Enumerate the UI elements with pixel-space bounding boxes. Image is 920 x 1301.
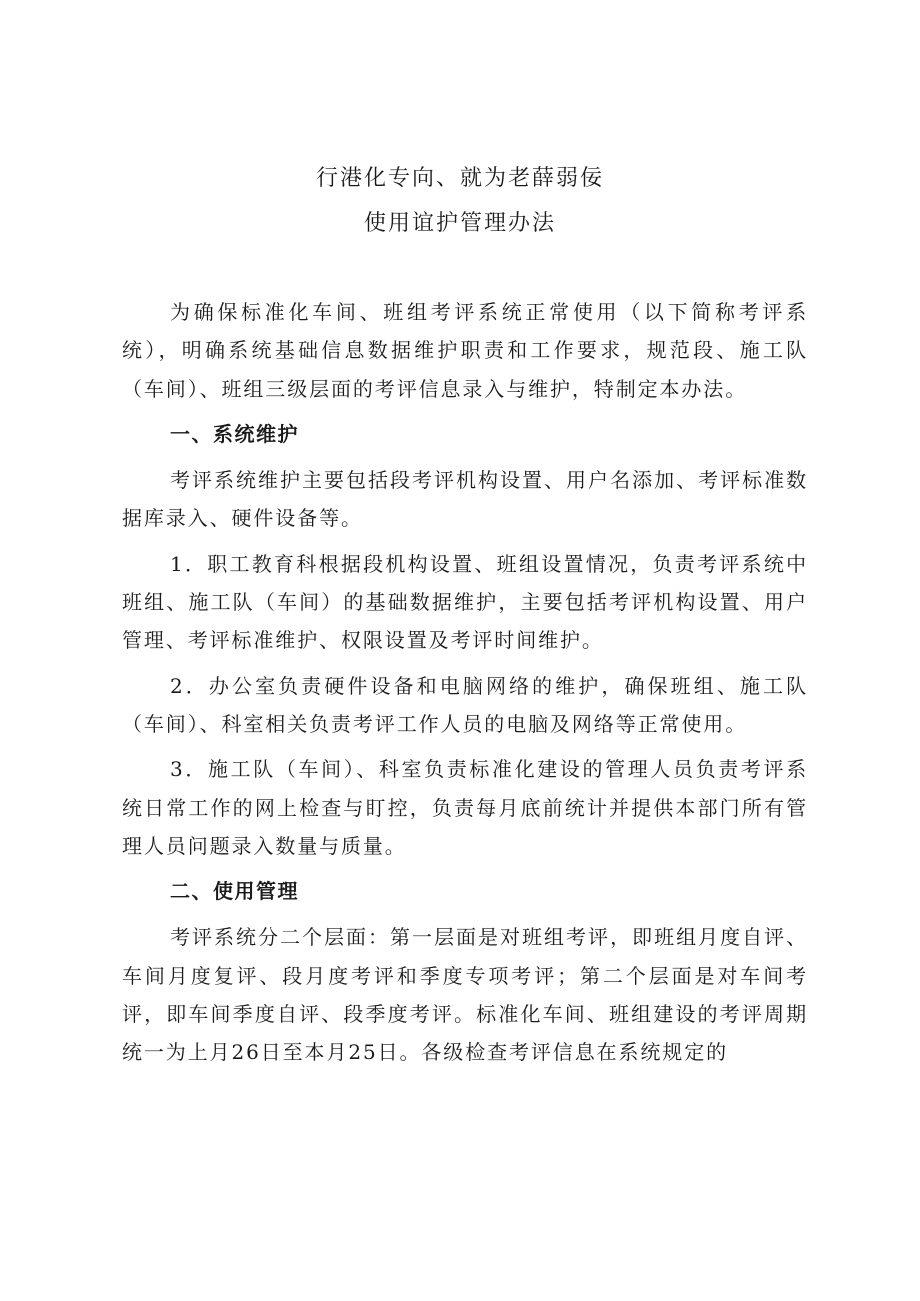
section-1-heading: 一、系统维护: [170, 421, 299, 446]
section-1-item-3: 3．施工队（车间）、科室负责标准化建设的管理人员负责考评系统日常工作的网上检查与盯控，负责每月底前统计并提供本部门所有管理人员问题录入数量与质量。: [122, 757, 808, 858]
section-1-item-1: 1．职工教育科根据段机构设置、班组设置情况，负责考评系统中班组、施工队（车间）的基础数据维护，主要包括考评机构设置、用户管理、考评标准维护、权限设置及考评时间维护。: [122, 551, 808, 653]
section-1-summary: 考评系统维护主要包括段考评机构设置、用户名添加、考评标准数据库录入、硬件设备等。: [122, 468, 808, 531]
section-2-heading: 二、使用管理: [170, 879, 299, 904]
intro-paragraph: 为确保标准化车间、班组考评系统正常使用（以下简称考评系统），明确系统基础信息数据维护职责和工作要求，规范段、施工队（车间）、班组三级层面的考评信息录入与维护，特制定本办法。: [122, 300, 808, 401]
document-title-line-2: 使用谊护管理办法: [363, 211, 556, 236]
document-body: [122, 293, 808, 1079]
document-title-line-1: 行港化专向、就为老薛弱佞: [315, 166, 604, 191]
section-1-item-2: 2．办公室负责硬件设备和电脑网络的维护，确保班组、施工队（车间）、科室相关负责考评工作人员的电脑及网络等正常使用。: [122, 673, 808, 736]
section-2-paragraph: 考评系统分二个层面：第一层面是对班组考评，即班组月度自评、车间月度复评、段月度考评和季度专项考评；第二个层面是对车间考评，即车间季度自评、段季度考评。标准化车间、班组建设的考评周期统一为上月26日至本月25日。各级检查考评信息在系统规定的: [122, 925, 808, 1065]
